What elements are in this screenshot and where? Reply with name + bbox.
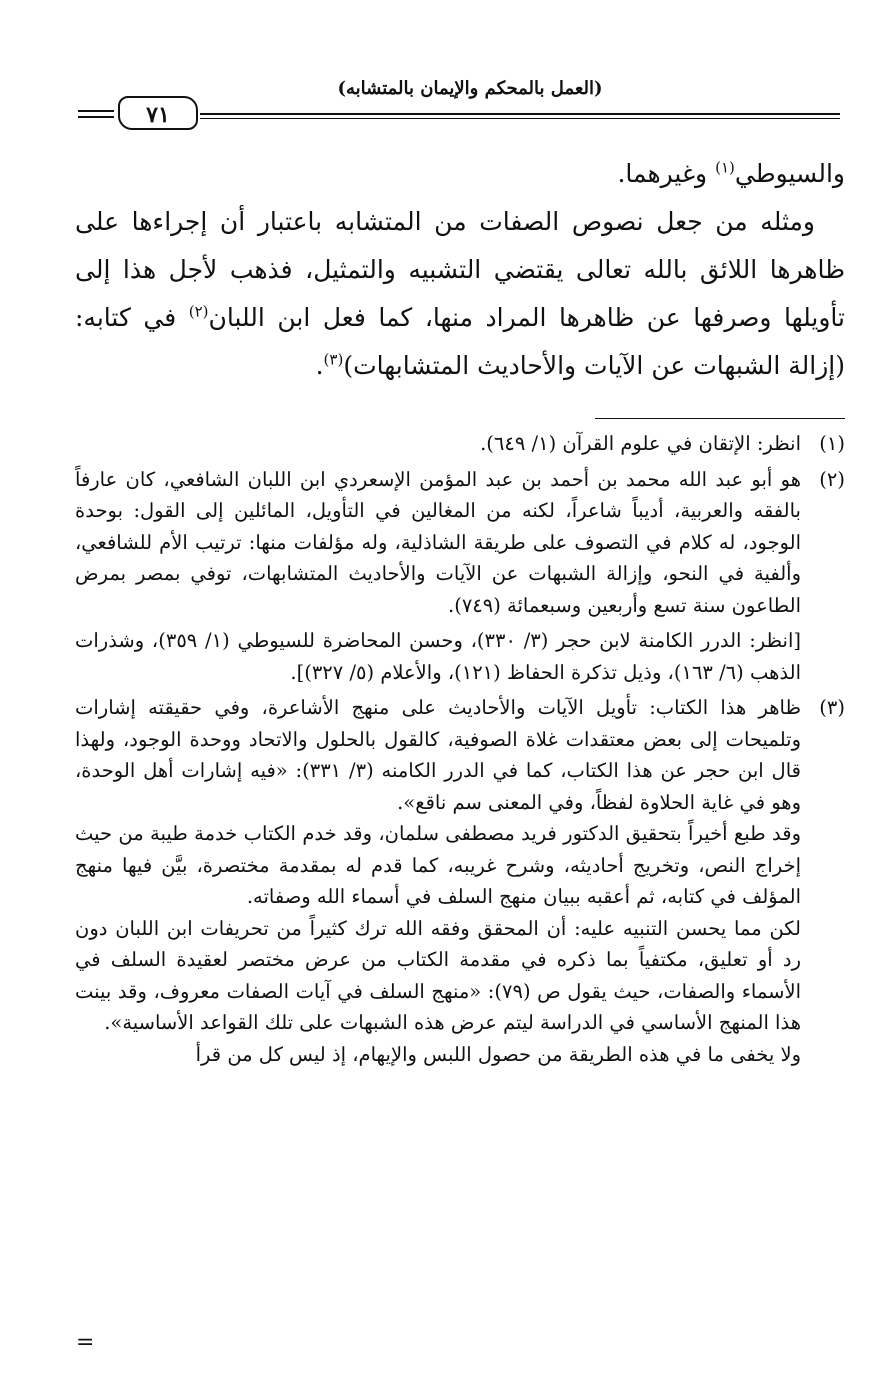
footnote-ref-2: (٢) xyxy=(188,302,209,321)
footnote-paragraph: هو أبو عبد الله محمد بن أحمد بن عبد المؤمن الإسعردي ابن اللبان الشافعي، كان عارفاً بالفقه والعربية، أديباً شاعراً، لكنه من المغالين في التأويل، المائلين إلى القول: بوحدة الوجود، له كلام في التصوف على طريقة الشاذلية، وله مؤلفات منها: ترتيب الأم للشافعي، وألفية في النحو، وإزالة الشبهات عن الآيات والأحاديث المتشابهات، توفي بمصر بمرض الطاعون سنة تسع وأربعين وسبعمائة (٧٤٩). xyxy=(75,467,801,617)
main-paragraph-2 xyxy=(75,198,845,390)
footnote-1 xyxy=(75,428,845,460)
footnote-number: (٣) xyxy=(819,696,845,719)
running-title: (العمل بالمحكم والإيمان بالمتشابه) xyxy=(337,78,603,99)
page-number: ٧١ xyxy=(118,96,198,130)
footnote-body xyxy=(75,464,801,689)
footnote-body xyxy=(75,428,801,460)
footnote-paragraph: [انظر: الدرر الكامنة لابن حجر (٣/ ٣٣٠)، وحسن المحاضرة للسيوطي (١/ ٣٥٩)، وشذرات الذهب (٦/ ١٦٣)، وذيل تذكرة الحفاظ (١٢١)، والأعلام (٥/ ٣٢٧)]. xyxy=(75,629,801,684)
continuation-mark: = xyxy=(76,1330,95,1355)
main-paragraph-1 xyxy=(75,150,845,198)
footnote-2 xyxy=(75,464,845,689)
footnotes xyxy=(75,428,845,1074)
footnote-paragraph: لكن مما يحسن التنبيه عليه: أن المحقق وفقه الله ترك كثيراً من تحريفات ابن اللبان دون رد أو تعليق، مكتفياً بما ذكره في مقدمة الكتاب من عرض مختصر لعقيدة السلف في الأسماء والصفات، حيث يقول ص (٧٩): «منهج السلف في آيات الصفات معروف، وقد بينت هذا المنهج الأساسي في الدراسة ليتم عرض هذه الشبهات على تلك القواعد الأساسية». xyxy=(75,916,801,1034)
footnote-body xyxy=(75,692,801,1070)
main-text-run: والسيوطي xyxy=(734,159,845,188)
footnote-number: (٢) xyxy=(819,467,845,491)
footnote-3 xyxy=(75,692,845,1070)
main-text xyxy=(75,150,845,390)
main-text-run: . xyxy=(315,351,324,380)
footnote-paragraph: وقد طبع أخيراً بتحقيق الدكتور فريد مصطفى سلمان، وقد خدم الكتاب خدمة طيبة من حيث إخراج النص، وتخريج أحاديثه، وشرح غريبه، كما قدم له بمقدمة مختصرة، بيَّن فيها منهج المؤلف في كتابه، ثم أعقبه ببيان منهج السلف في أسماء الله وصفاته. xyxy=(75,822,801,908)
footnote-ref-3: (٣) xyxy=(323,350,344,369)
footnote-number: (١) xyxy=(819,432,845,455)
header-rule-thin xyxy=(200,118,840,119)
footnote-paragraph: ولا يخفى ما في هذه الطريقة من حصول اللبس والإيهام، إذ ليس كل من قرأ xyxy=(195,1042,801,1066)
main-text-run: ومثله من جعل نصوص الصفات من المتشابه باعتبار أن إجراءها على ظاهرها اللائق بالله تعالى يقتضي التشبيه والتمثيل، فذهب لأجل هذا إلى تأويلها وصرفها عن ظاهرها المراد منها، كما فعل ابن اللبان xyxy=(75,207,846,332)
header-rule xyxy=(200,113,840,115)
main-text-run: في كتابه: (إزالة الشبهات عن الآيات والأحاديث المتشابهات) xyxy=(75,303,845,380)
header-ornament xyxy=(78,110,114,118)
footnote-ref-1: (١) xyxy=(715,158,735,177)
footnote-paragraph: انظر: الإتقان في علوم القرآن (١/ ٦٤٩). xyxy=(480,432,801,455)
main-text-run: وغيرهما. xyxy=(617,159,716,188)
footnote-paragraph: ظاهر هذا الكتاب: تأويل الآيات والأحاديث على منهج الأشاعرة، وفي حقيقته إشارات وتلميحات إلى بعض معتقدات غلاة الصوفية، كالقول بالحلول والاتحاد ووحدة الوجود، ولهذا قال ابن حجر عن هذا الكتاب، كما في الدرر الكامنه (٣/ ٣٣١): «فيه إشارات أهل الوحدة، وهو في غاية الحلاوة لفظاً، وفي المعنى سم ناقع». xyxy=(75,696,801,814)
footnote-separator xyxy=(595,418,845,419)
